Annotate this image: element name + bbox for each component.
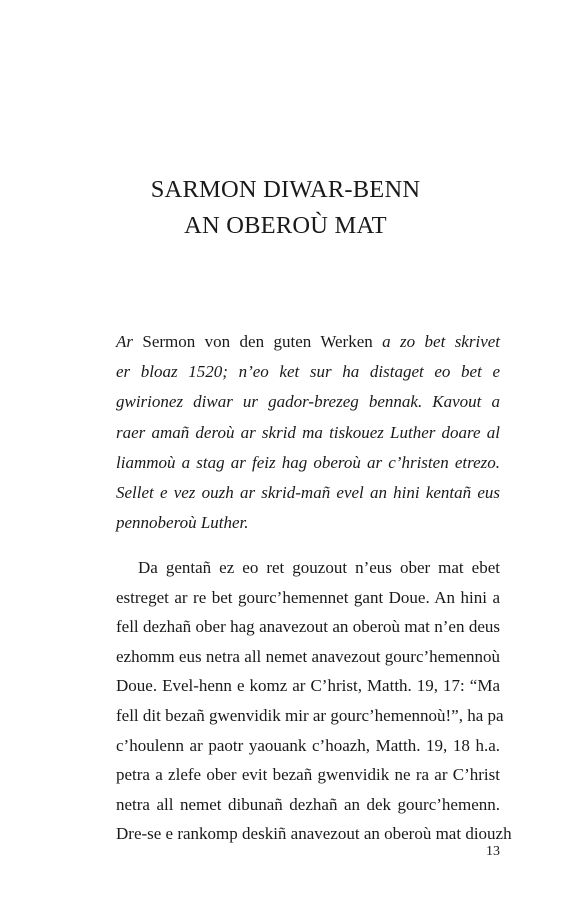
body-line: netra all nemet dibunañ dezhañ an dek gourc’hemenn. [116,794,500,814]
intro-line: pennoberoù Luther. [116,513,249,533]
intro-line: liammoù a stag ar feiz hag oberoù ar c’hristen etrezo. [116,452,500,472]
chapter-title-line-1: SARMON DIWAR-BENN [150,176,421,203]
body-line: Doue. Evel-henn e komz ar C’hrist, Matth. 19, 17: “Ma [116,676,500,696]
body-line: Da gentañ ez eo ret gouzout n’eus ober mat ebet [138,558,500,577]
intro-line: raer amañ deroù ar skrid ma tiskouez Luther doare al [116,422,500,442]
body-line: petra a zlefe ober evit bezañ gwenvidik ne ra ar C’hrist [116,765,500,785]
intro-line-rest: a zo bet skrivet [372,332,501,351]
page-number: 13 [486,844,500,859]
body-line: c’houlenn ar paotr yaouank c’hoazh, Matth. 19, 18 h.a. [116,735,500,755]
intro-line [116,327,500,357]
body-line: ezhomm eus netra all nemet anavezout gourc’hemennoù [116,646,500,666]
intro-line: Sellet e vez ouzh ar skrid-mañ evel an hini kentañ eus [116,482,500,502]
body-line: estreget ar re bet gourc’hemennet gant Doue. An hini a [116,587,500,607]
intro-line: gwirionez diwar ur gador-brezeg bennak. Kavout a [116,392,500,412]
chapter-title-line-2: AN OBEROÙ MAT [184,212,387,239]
chapter-title [0,172,571,244]
body-line: Dre-se e rankomp deskiñ anavezout an oberoù mat diouzh [116,824,512,844]
intro-lead-word: Ar [116,332,133,351]
body-line: fell dezhañ ober hag anavezout an oberoù mat n’en deus [116,617,500,637]
body-line: fell dit bezañ gwenvidik mir ar gourc’hemennoù!”, ha pa [116,705,504,725]
intro-line: er bloaz 1520; n’eo ket sur ha distaget eo bet e [116,362,500,382]
body-paragraph [116,553,512,849]
intro-note [116,327,500,538]
intro-work-title: Sermon von den guten Werken [133,332,373,351]
